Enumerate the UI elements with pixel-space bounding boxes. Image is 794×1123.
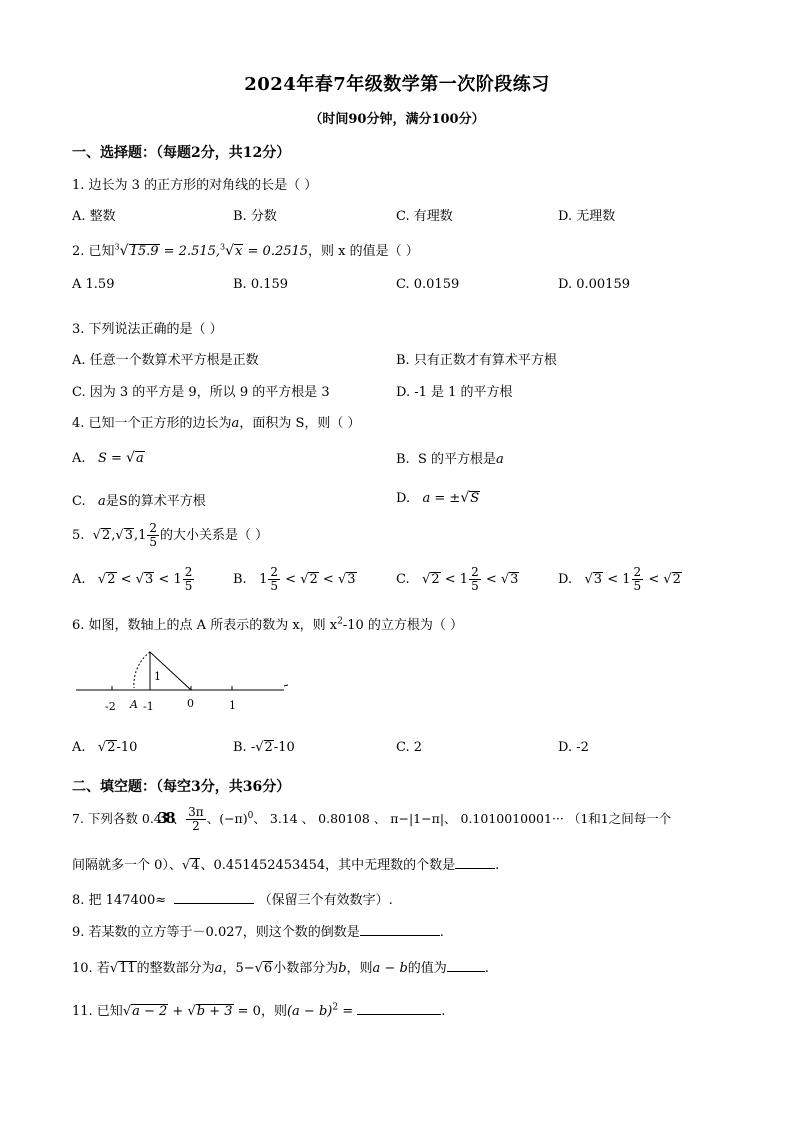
q1-option-b: B. 分数 (233, 209, 277, 224)
q2-option-a: A 1.59 (72, 277, 115, 292)
q4-stem: 4. 已知一个正方形的边长为a，面积为 S，则（ ） (72, 416, 361, 431)
q2-option-b: B. 0.159 (233, 277, 289, 292)
q6-option-a: A. √2-10 (72, 740, 138, 755)
section-choice-heading: 一、选择题：（每题2分，共12分） (72, 145, 291, 161)
q5-stem: 5. √2,√3,1 $\frac{2}{5}$ 的大小关系是（ ） (72, 521, 269, 550)
page-title: 2024年春7年级数学第一次阶段练习 (244, 74, 550, 95)
q4-option-b: B. S 的平方根是a (396, 452, 504, 467)
q7-answer-blank[interactable] (455, 868, 495, 869)
q3-option-b: B. 只有正数才有算术平方根 (396, 353, 557, 368)
q3-option-d: D. -1 是 1 的平方根 (396, 385, 513, 400)
q2-stem: 2. 已知$^3$√15.9 = 2.515,$^3$√x = 0.2515，则 x 的值是（ ） (72, 242, 419, 259)
q2-option-c: C. 0.0159 (396, 277, 460, 292)
q2-option-d: D. 0.00159 (558, 277, 630, 292)
q4-option-a: A. S = √a (72, 450, 144, 466)
compass-arc (134, 652, 150, 688)
q6-option-c: C. 2 (396, 740, 423, 755)
q5-option-a: A. √2 < √3 < 1 $\frac{2}{5}$ (72, 565, 193, 594)
q1-stem: 1. 边长为 3 的正方形的对角线的长是（ ） (72, 178, 318, 193)
q8-line: 8. 把 147400≈ （保留三个有效数字）. (72, 893, 393, 908)
q1-option-d: D. 无理数 (558, 209, 616, 224)
q3-option-a: A. 任意一个数算术平方根是正数 (72, 353, 259, 368)
q11-line: 11. 已知√a − 2 + √b + 3 = 0，则$(a - b)^2$ = . (72, 1002, 446, 1019)
q5-option-b: B. 1 $\frac{2}{5}$ < √2 < √3 (233, 565, 356, 594)
q10-line: 10. 若√11的整数部分为a，5−√6小数部分为b，则a − b的值为 . (72, 961, 489, 976)
q6-option-b: B. -√2-10 (233, 740, 295, 755)
axis-arrow-icon (284, 685, 288, 686)
q8-answer-blank[interactable] (174, 903, 254, 904)
q7-line-1: 7. 下列各数 0.438、 $\frac{3\pi}{2}$ 、$(-\pi)^0$、 3.14 、 0.80108 、 π−|1−π|、 0.1010010001··· （1和1之间每一个 (72, 805, 672, 834)
label-minus-2: -2 (105, 700, 116, 713)
label-zero: 0 (187, 697, 194, 710)
label-minus-1: -1 (143, 700, 154, 713)
number-line-figure (72, 648, 302, 718)
q11-answer-blank[interactable] (357, 1014, 441, 1015)
q1-option-c: C. 有理数 (396, 209, 453, 224)
q9-answer-blank[interactable] (360, 935, 440, 936)
section-fill-heading: 二、填空题：（每空3分，共36分） (72, 779, 291, 795)
q6-stem: 6. 如图，数轴上的点 A 所表示的数为 x，则 $x^2-10$ 的立方根为（ ） (72, 616, 464, 633)
q4-option-c: C. a是S的算术平方根 (72, 494, 206, 509)
q7-line-2: 间隔就多一个 0）、√4、0.451452453454，其中无理数的个数是 . (72, 858, 500, 873)
q5-option-d: D. √3 < 1 $\frac{2}{5}$ < √2 (558, 565, 681, 594)
q1-option-a: A. 整数 (72, 209, 116, 224)
q5-option-c: C. √2 < 1 $\frac{2}{5}$ < √3 (396, 565, 519, 594)
q3-stem: 3. 下列说法正确的是（ ） (72, 322, 223, 337)
label-side-1: 1 (154, 670, 161, 683)
label-one: 1 (229, 699, 236, 712)
q6-option-d: D. -2 (558, 740, 589, 755)
q3-option-c: C. 因为 3 的平方是 9，所以 9 的平方根是 3 (72, 385, 330, 400)
q9-line: 9. 若某数的立方等于－0.027，则这个数的倒数是 . (72, 925, 444, 940)
page-subtitle: （时间90分钟，满分100分） (309, 112, 485, 127)
label-point-a: A (130, 698, 138, 711)
q4-option-d: D. a = ±√S (396, 490, 480, 506)
q10-answer-blank[interactable] (447, 971, 485, 972)
